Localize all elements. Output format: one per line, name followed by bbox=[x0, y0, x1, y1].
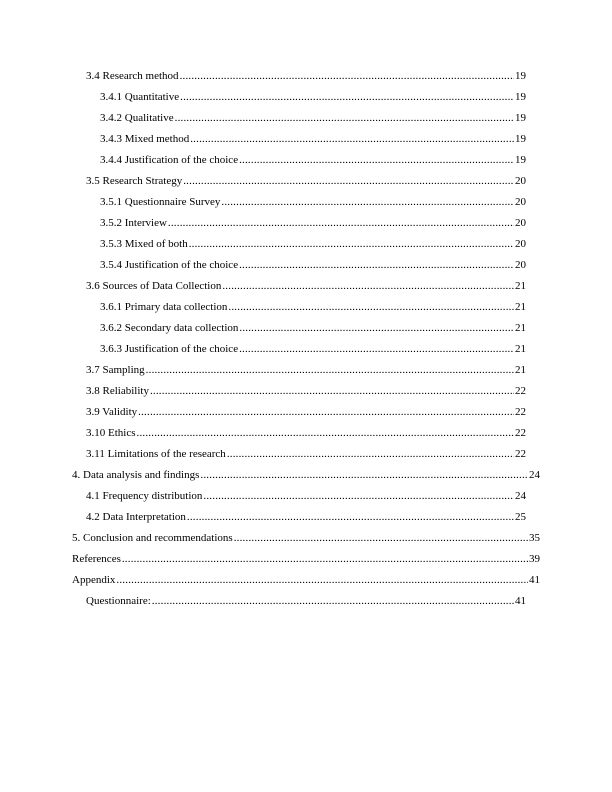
toc-entry-label: 4.2 Data Interpretation bbox=[86, 511, 186, 523]
toc-entry-label: 3.10 Ethics bbox=[86, 427, 136, 439]
dot-leader bbox=[234, 530, 528, 546]
dot-leader bbox=[239, 341, 514, 357]
toc-entry-label: 3.6.3 Justification of the choice bbox=[100, 343, 239, 355]
dot-leader bbox=[239, 152, 514, 168]
dot-leader bbox=[168, 215, 514, 231]
toc-page-number: 21 bbox=[515, 322, 526, 334]
toc-page-number: 21 bbox=[515, 364, 526, 376]
toc-entry-label: 4.1 Frequency distribution bbox=[86, 490, 203, 502]
toc-entry-3-4-3[interactable] bbox=[100, 131, 526, 147]
toc-entry-3-6[interactable] bbox=[86, 278, 526, 294]
toc-page-number: 41 bbox=[515, 595, 526, 607]
dot-leader bbox=[221, 194, 514, 210]
toc-page-number: 19 bbox=[515, 112, 526, 124]
toc-entry-label: 3.4.3 Mixed method bbox=[100, 133, 190, 145]
toc-entry-label: 3.6.2 Secondary data collection bbox=[100, 322, 239, 334]
toc-entry-3-4-4[interactable] bbox=[100, 152, 526, 168]
toc-entry-label: 3.5.4 Justification of the choice bbox=[100, 259, 239, 271]
toc-entry-4-2[interactable] bbox=[86, 509, 526, 525]
toc-entry-3-5-4[interactable] bbox=[100, 257, 526, 273]
dot-leader bbox=[138, 404, 514, 420]
toc-entry-4[interactable] bbox=[72, 467, 540, 483]
dot-leader bbox=[187, 509, 514, 525]
dot-leader bbox=[152, 593, 514, 609]
toc-entry-4-1[interactable] bbox=[86, 488, 526, 504]
dot-leader bbox=[180, 89, 514, 105]
dot-leader bbox=[175, 110, 514, 126]
toc-entry-label: 3.8 Reliability bbox=[86, 385, 149, 397]
toc-page-number: 39 bbox=[529, 553, 540, 565]
toc-entry-references[interactable] bbox=[72, 551, 540, 567]
dot-leader bbox=[222, 278, 514, 294]
toc-entry-label: 3.9 Validity bbox=[86, 406, 138, 418]
dot-leader bbox=[227, 446, 514, 462]
dot-leader bbox=[228, 299, 514, 315]
toc-page-number: 35 bbox=[529, 532, 540, 544]
toc-entry-5[interactable] bbox=[72, 530, 540, 546]
toc-entry-label: 3.4.2 Qualitative bbox=[100, 112, 174, 124]
dot-leader bbox=[116, 572, 528, 588]
dot-leader bbox=[200, 467, 528, 483]
toc-entry-3-9[interactable] bbox=[86, 404, 526, 420]
toc-page-number: 21 bbox=[515, 343, 526, 355]
dot-leader bbox=[189, 236, 514, 252]
toc-page-number: 21 bbox=[515, 301, 526, 313]
toc-page-number: 24 bbox=[529, 469, 540, 481]
toc-entry-3-10[interactable] bbox=[86, 425, 526, 441]
toc-entry-3-5-1[interactable] bbox=[100, 194, 526, 210]
dot-leader bbox=[122, 551, 528, 567]
toc-page-number: 41 bbox=[529, 574, 540, 586]
toc-entry-label: 3.11 Limitations of the research bbox=[86, 448, 226, 460]
toc-entry-label: 3.7 Sampling bbox=[86, 364, 145, 376]
toc-page-number: 22 bbox=[515, 427, 526, 439]
toc-entry-label: 3.5.1 Questionnaire Survey bbox=[100, 196, 221, 208]
toc-page-number: 20 bbox=[515, 217, 526, 229]
toc-page-number: 19 bbox=[515, 70, 526, 82]
toc-entry-label: Questionnaire: bbox=[86, 595, 151, 607]
toc-entry-label: 3.4 Research method bbox=[86, 70, 179, 82]
toc-entry-label: 3.5.2 Interview bbox=[100, 217, 167, 229]
toc-entry-label: 3.6 Sources of Data Collection bbox=[86, 280, 222, 292]
toc-entry-label: 3.4.4 Justification of the choice bbox=[100, 154, 239, 166]
dot-leader bbox=[183, 173, 514, 189]
toc-entry-3-5-3[interactable] bbox=[100, 236, 526, 252]
toc-page-number: 19 bbox=[515, 154, 526, 166]
dot-leader bbox=[146, 362, 514, 378]
toc-entry-label: 3.5 Research Strategy bbox=[86, 175, 183, 187]
dot-leader bbox=[239, 320, 514, 336]
toc-page-number: 21 bbox=[515, 280, 526, 292]
toc-entry-questionnaire[interactable] bbox=[86, 593, 526, 609]
toc-entry-3-6-2[interactable] bbox=[100, 320, 526, 336]
toc-page-number: 19 bbox=[515, 133, 526, 145]
toc-entry-label: References bbox=[72, 553, 121, 565]
toc-page-number: 24 bbox=[515, 490, 526, 502]
dot-leader bbox=[190, 131, 514, 147]
dot-leader bbox=[137, 425, 515, 441]
toc-entry-label: 3.5.3 Mixed of both bbox=[100, 238, 188, 250]
toc-page-number: 22 bbox=[515, 406, 526, 418]
toc-entry-label: 3.4.1 Quantitative bbox=[100, 91, 180, 103]
toc-entry-3-6-3[interactable] bbox=[100, 341, 526, 357]
toc-page-number: 20 bbox=[515, 238, 526, 250]
dot-leader bbox=[150, 383, 514, 399]
toc-page-number: 20 bbox=[515, 175, 526, 187]
toc-entry-label: 3.6.1 Primary data collection bbox=[100, 301, 228, 313]
dot-leader bbox=[180, 68, 514, 84]
toc-page-number: 20 bbox=[515, 196, 526, 208]
toc-entry-label: 4. Data analysis and findings bbox=[72, 469, 200, 481]
toc-entry-3-8[interactable] bbox=[86, 383, 526, 399]
toc-entry-3-5[interactable] bbox=[86, 173, 526, 189]
toc-page-number: 20 bbox=[515, 259, 526, 271]
toc-entry-appendix[interactable] bbox=[72, 572, 540, 588]
toc-entry-3-7[interactable] bbox=[86, 362, 526, 378]
toc-page-number: 25 bbox=[515, 511, 526, 523]
toc-page-number: 19 bbox=[515, 91, 526, 103]
toc-entry-3-4[interactable] bbox=[86, 68, 526, 84]
dot-leader bbox=[203, 488, 514, 504]
toc-entry-3-11[interactable] bbox=[86, 446, 526, 462]
toc-entry-label: Appendix bbox=[72, 574, 116, 586]
toc-entry-label: 5. Conclusion and recommendations bbox=[72, 532, 233, 544]
toc-entry-3-5-2[interactable] bbox=[100, 215, 526, 231]
toc-page-number: 22 bbox=[515, 448, 526, 460]
toc-entry-3-4-1[interactable] bbox=[100, 89, 526, 105]
toc-entry-3-4-2[interactable] bbox=[100, 110, 526, 126]
toc-entry-3-6-1[interactable] bbox=[100, 299, 526, 315]
toc-page-number: 22 bbox=[515, 385, 526, 397]
dot-leader bbox=[239, 257, 514, 273]
